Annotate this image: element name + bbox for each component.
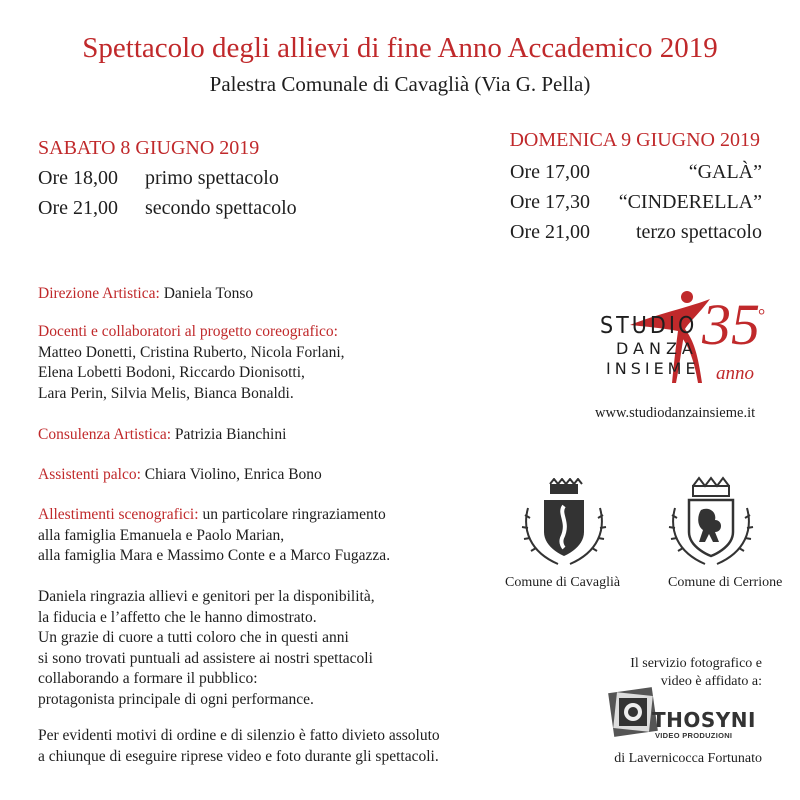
thanks-paragraph — [38, 587, 375, 710]
cerrione-label: Comune di Cerrione — [668, 575, 783, 590]
consulenza-artistica — [38, 425, 286, 446]
saturday-heading: SABATO 8 GIUGNO 2019 — [38, 137, 260, 159]
sunday-show-1 — [510, 157, 762, 187]
logo-anno: anno — [716, 363, 754, 384]
notice-line: Per evidenti motivi di ordine e di silenzio è fatto divieto assoluto — [38, 727, 440, 744]
credit-line: alla famiglia Mara e Massimo Conte e a Marco Fugazza. — [38, 547, 391, 564]
filming-notice — [38, 726, 440, 767]
venue-subtitle: Palestra Comunale di Cavaglià (Via G. Pella) — [209, 72, 591, 96]
cerrione-crest-icon — [665, 476, 757, 568]
credit-label: Consulenza Artistica: — [38, 426, 172, 443]
saturday-show-1 — [38, 163, 279, 193]
show-time: Ore 21,00 — [510, 221, 590, 243]
thanks-line: Un grazie di cuore a tutti coloro che in questi anni — [38, 629, 349, 646]
direzione-artistica — [38, 284, 253, 305]
logo-insieme: INSIEME — [606, 359, 700, 378]
thosyni-subtitle: VIDEO PRODUZIONI — [655, 731, 733, 740]
thanks-line: la fiducia e l’affetto che le hanno dimostrato. — [38, 608, 317, 626]
cavaglia-label: Comune di Cavaglià — [505, 575, 621, 590]
show-time: Ore 17,00 — [510, 161, 590, 183]
logo-degree: ° — [758, 305, 766, 325]
thanks-line: protagonista principale di ogni performance. — [38, 690, 314, 708]
sunday-show-3 — [510, 217, 762, 247]
photo-service-line-1: Il servizio fotografico e — [630, 656, 762, 671]
show-time: Ore 21,00 — [38, 197, 118, 219]
logo-studio: STUDIO — [600, 313, 698, 339]
website-link[interactable]: www.studiodanzainsieme.it — [595, 405, 756, 421]
credit-value: Patrizia Bianchini — [174, 426, 287, 443]
credit-value: un particolare ringraziamento — [202, 506, 386, 523]
docenti-block — [38, 322, 345, 404]
show-name: “CINDERELLA” — [618, 191, 762, 213]
credit-label: Assistenti palco: — [38, 466, 141, 483]
credit-value: Chiara Violino, Enrica Bono — [144, 466, 322, 483]
assistenti-palco — [38, 465, 322, 486]
cavaglia-crest-icon — [518, 478, 610, 568]
credit-label: Direzione Artistica: — [38, 285, 160, 302]
show-time: Ore 18,00 — [38, 167, 118, 189]
logo-anniversary: 35 — [702, 292, 760, 357]
show-name: “GALÀ” — [688, 161, 762, 183]
show-name: secondo spettacolo — [145, 197, 297, 219]
show-name: terzo spettacolo — [635, 221, 762, 243]
credit-value: Daniela Tonso — [163, 285, 254, 302]
sunday-show-2 — [510, 187, 762, 217]
thosyni-brand: THOSYNI — [652, 708, 756, 732]
credit-line: alla famiglia Emanuela e Paolo Marian, — [38, 526, 285, 544]
credit-line: Matteo Donetti, Cristina Ruberto, Nicola Forlani, — [38, 343, 345, 361]
show-name: primo spettacolo — [145, 167, 279, 189]
page-title: Spettacolo degli allievi di fine Anno Accademico 2019 — [82, 32, 718, 64]
studio-danza-insieme-logo — [590, 285, 775, 397]
photo-service-owner: di Lavernicocca Fortunato — [614, 751, 762, 766]
notice-line: a chiunque di eseguire riprese video e foto durante gli spettacoli. — [38, 747, 439, 765]
photo-service-line-2: video è affidato a: — [660, 674, 762, 689]
credit-line: Elena Lobetti Bodoni, Riccardo Dionisotti, — [38, 364, 305, 381]
credit-label: Allestimenti scenografici: — [38, 506, 199, 523]
thanks-line: collaborando a formare il pubblico: — [38, 670, 258, 687]
thanks-line: si sono trovati puntuali ad assistere ai nostri spettacoli — [38, 649, 373, 667]
thanks-line: Daniela ringrazia allievi e genitori per la disponibilità, — [38, 588, 375, 605]
credit-label: Docenti e collaboratori al progetto coreografico: — [38, 323, 338, 340]
show-time: Ore 17,30 — [510, 191, 590, 213]
credit-line: Lara Perin, Silvia Melis, Bianca Bonaldi. — [38, 384, 294, 402]
saturday-show-2 — [38, 193, 297, 223]
sunday-heading: DOMENICA 9 GIUGNO 2019 — [509, 129, 760, 151]
logo-danza: DANZA — [616, 339, 698, 358]
allestimenti-block — [38, 505, 390, 567]
